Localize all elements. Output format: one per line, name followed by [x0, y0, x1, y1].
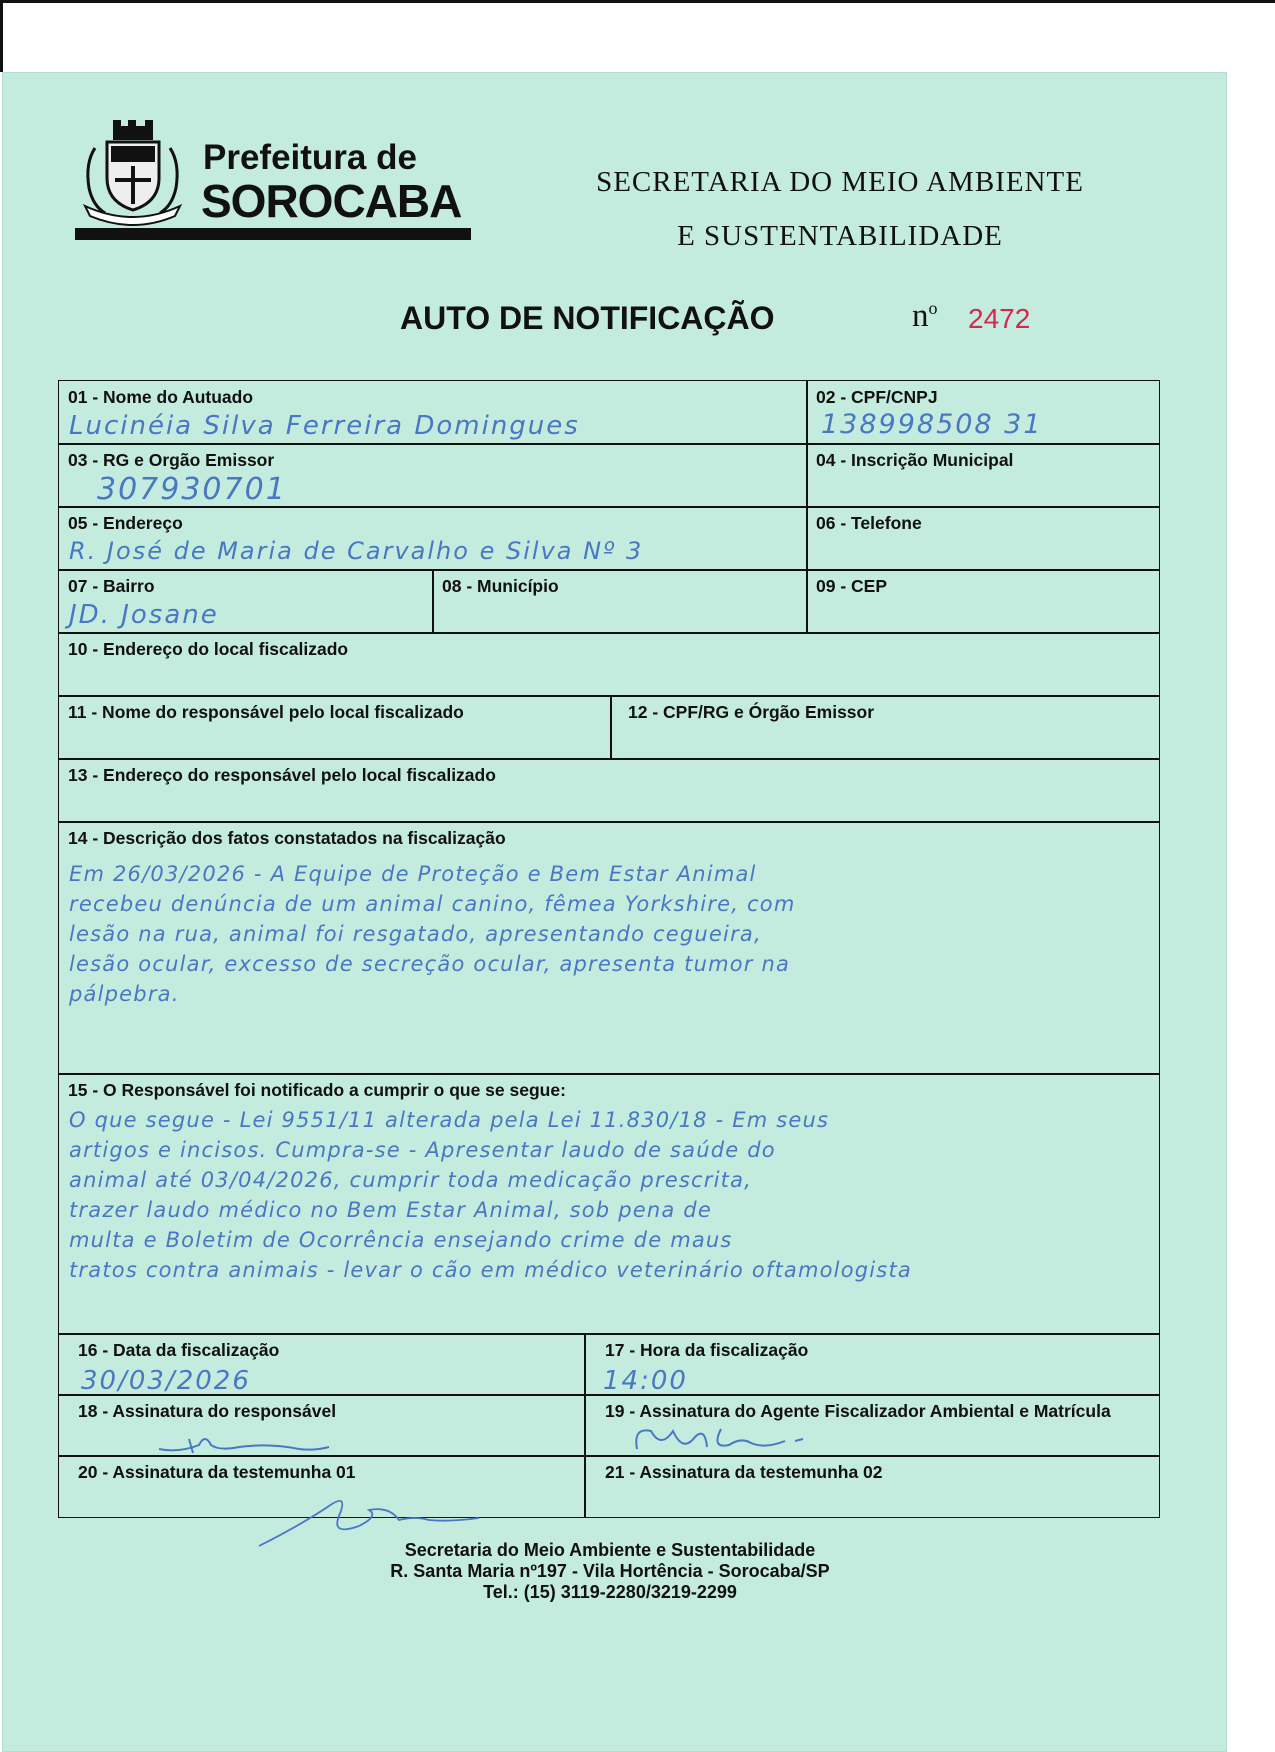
field-21-testemunha-02[interactable] [584, 1455, 1160, 1518]
field-label: 17 - Hora da fiscalização [605, 1340, 809, 1360]
handwritten-line: trazer laudo médico no Bem Estar Animal, sob pena de [69, 1198, 712, 1222]
logo-underline [75, 228, 471, 240]
secretaria-line1: SECRETARIA DO MEIO AMBIENTE [596, 166, 1084, 198]
field-label: 21 - Assinatura da testemunha 02 [605, 1462, 883, 1482]
logo-text-sorocaba: SOROCABA [201, 175, 462, 227]
field-19-assinatura-agente[interactable] [584, 1394, 1160, 1457]
secretaria-line2: E SUSTENTABILIDADE [677, 220, 1003, 252]
prefeitura-logo [75, 118, 475, 248]
handwritten-line: recebeu denúncia de um animal canino, fêmea Yorkshire, com [69, 892, 796, 916]
field-label: 14 - Descrição dos fatos constatados na fiscalização [68, 828, 506, 848]
field-14-descricao-fatos[interactable] [58, 821, 1160, 1075]
field-label: 13 - Endereço do responsável pelo local fiscalizado [68, 765, 496, 785]
handwritten-line: O que segue - Lei 9551/11 alterada pela Lei 11.830/18 - Em seus [69, 1108, 830, 1132]
field-13-endereco-responsavel[interactable] [58, 758, 1160, 823]
field-11-nome-responsavel[interactable] [58, 695, 612, 760]
footer-line2: R. Santa Maria nº197 - Vila Hortência - Sorocaba/SP [390, 1561, 830, 1581]
form-title: AUTO DE NOTIFICAÇÃO [400, 300, 775, 336]
field-label: 19 - Assinatura do Agente Fiscalizador Ambiental e Matrícula [605, 1401, 1111, 1421]
handwritten-line: lesão ocular, excesso de secreção ocular, apresenta tumor na [69, 952, 791, 976]
field-20-testemunha-01[interactable] [58, 1455, 586, 1518]
handwritten-value: R. José de Maria de Carvalho e Silva Nº 3 [69, 537, 644, 565]
footer-address [300, 1540, 920, 1603]
field-label: 07 - Bairro [68, 576, 155, 596]
field-12-cpf-rg-responsavel[interactable] [610, 695, 1160, 760]
field-02-cpf-cnpj[interactable] [806, 380, 1160, 445]
field-18-assinatura-responsavel[interactable] [58, 1394, 586, 1457]
secretaria-heading [560, 155, 1120, 263]
handwritten-line: artigos e incisos. Cumpra-se - Apresentar laudo de saúde do [69, 1138, 776, 1162]
field-label: 02 - CPF/CNPJ [816, 387, 938, 407]
field-08-municipio[interactable] [432, 569, 808, 634]
field-05-endereco[interactable] [58, 506, 808, 571]
handwritten-value: 138998508 31 [821, 409, 1043, 440]
scan-left-edge [0, 0, 3, 72]
field-label: 03 - RG e Orgão Emissor [68, 450, 275, 470]
field-17-hora[interactable] [584, 1333, 1160, 1396]
field-16-data[interactable] [58, 1333, 586, 1396]
field-03-rg[interactable] [58, 443, 808, 508]
handwritten-line: tratos contra animais - levar o cão em médico veterinário oftamologista [69, 1258, 912, 1282]
field-label: 18 - Assinatura do responsável [78, 1401, 337, 1421]
field-04-inscricao-municipal[interactable] [806, 443, 1160, 508]
handwritten-description [69, 862, 795, 1012]
field-label: 20 - Assinatura da testemunha 01 [78, 1462, 356, 1482]
handwritten-line: Em 26/03/2026 - A Equipe de Proteção e Bem Estar Animal [69, 862, 757, 886]
number-label: $n^o$ [912, 298, 938, 334]
footer-line3: Tel.: (15) 3119-2280/3219-2299 [483, 1582, 737, 1602]
logo-text-prefeitura: Prefeitura de [203, 138, 417, 177]
field-10-endereco-local[interactable] [58, 632, 1160, 697]
field-label: 06 - Telefone [816, 513, 922, 533]
footer-line1: Secretaria do Meio Ambiente e Sustentabilidade [404, 1540, 816, 1560]
handwritten-line: pálpebra. [69, 982, 180, 1006]
handwritten-value: 14:00 [603, 1366, 688, 1396]
field-06-telefone[interactable] [806, 506, 1160, 571]
signature-responsavel [149, 1423, 339, 1457]
handwritten-line: lesão na rua, animal foi resgatado, apresentando cegueira, [69, 922, 762, 946]
field-label: 04 - Inscrição Municipal [816, 450, 1014, 470]
handwritten-requirements [69, 1108, 912, 1288]
field-label: 08 - Município [442, 576, 559, 596]
field-label: 05 - Endereço [68, 513, 183, 533]
handwritten-value: JD. Josane [69, 600, 219, 630]
field-09-cep[interactable] [806, 569, 1160, 634]
field-15-notificacao[interactable] [58, 1073, 1160, 1335]
form-number: 2472 [968, 303, 1031, 334]
city-crest-icon [75, 118, 190, 226]
field-label: 11 - Nome do responsável pelo local fiscalizado [68, 702, 464, 722]
handwritten-line: multa e Boletim de Ocorrência ensejando crime de maus [69, 1228, 733, 1252]
field-07-bairro[interactable] [58, 569, 434, 634]
field-01-nome-autuado[interactable] [58, 380, 808, 445]
field-label: 01 - Nome do Autuado [68, 387, 254, 407]
handwritten-value: 30/03/2026 [81, 1366, 251, 1396]
handwritten-line: animal até 03/04/2026, cumprir toda medicação prescrita, [69, 1168, 753, 1192]
field-label: 10 - Endereço do local fiscalizado [68, 639, 349, 659]
field-label: 12 - CPF/RG e Órgão Emissor [628, 702, 875, 722]
signature-agente [625, 1419, 825, 1457]
field-label: 09 - CEP [816, 576, 887, 596]
field-label: 16 - Data da fiscalização [78, 1340, 280, 1360]
field-label: 15 - O Responsável foi notificado a cumprir o que se segue: [68, 1080, 566, 1100]
handwritten-value: Lucinéia Silva Ferreira Domingues [69, 411, 580, 441]
scan-top-edge [0, 0, 1275, 3]
handwritten-value: 307930701 [97, 472, 287, 507]
